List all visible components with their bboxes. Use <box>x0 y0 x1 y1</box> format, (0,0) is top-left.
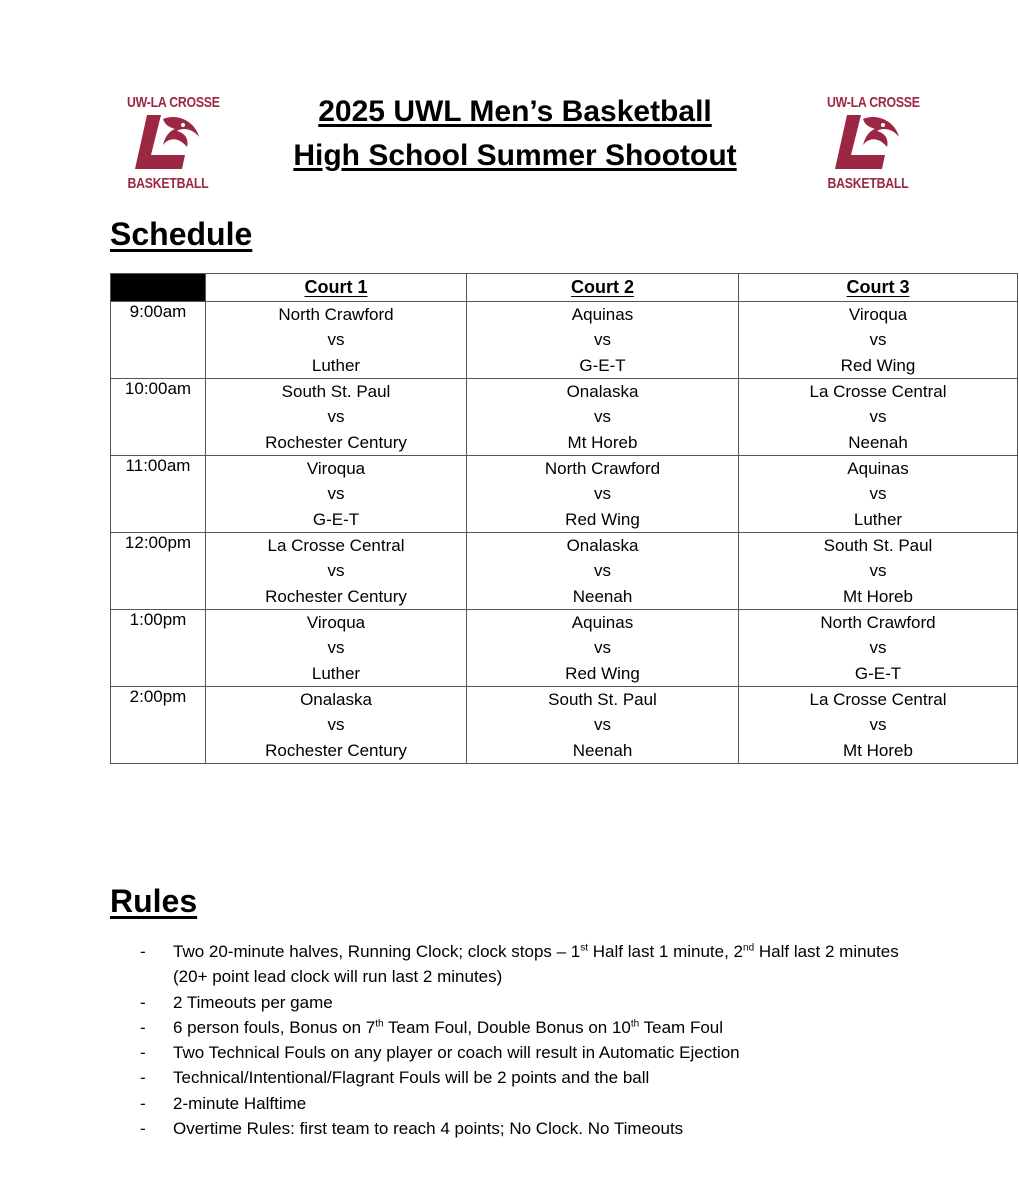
rule-text-part: Half last 2 minutes <box>754 942 899 961</box>
rule-text-part: Team Foul, Double Bonus on 10 <box>383 1017 631 1037</box>
time-slot: 2:00pm <box>111 687 206 764</box>
court-1-game <box>206 687 467 764</box>
schedule-table <box>110 273 1018 764</box>
away-team: Rochester Century <box>265 740 407 760</box>
home-team: Viroqua <box>848 305 908 324</box>
court-2-game <box>467 302 739 379</box>
court-3-game <box>739 302 1018 379</box>
title-line-2: High School Summer Shootout <box>293 139 737 172</box>
home-team: Viroqua <box>306 459 366 478</box>
away-team: Rochester Century <box>265 432 407 452</box>
rule-text-part: Overtime Rules: first team to reach 4 points; No Clock. No Timeouts <box>173 1119 684 1139</box>
vs-label: vs <box>869 715 887 735</box>
home-team: South St. Paul <box>281 382 391 401</box>
home-team: Aquinas <box>847 459 909 478</box>
rule-text <box>173 1040 1000 1065</box>
away-team: Mt Horeb <box>843 586 913 606</box>
time-slot: 12:00pm <box>111 533 206 610</box>
home-team: Onalaska <box>566 536 639 555</box>
court-1-game <box>206 610 467 687</box>
schedule-row <box>111 687 1018 764</box>
rule-text <box>173 1015 1000 1040</box>
away-team: Luther <box>311 663 361 683</box>
away-team: G-E-T <box>312 509 360 529</box>
schedule-heading: Schedule <box>110 216 253 252</box>
court-2-game <box>467 610 739 687</box>
court-3-game <box>739 687 1018 764</box>
eagle-logo-icon <box>133 115 203 171</box>
vs-label: vs <box>594 715 611 735</box>
rule-text-part: 2-minute Halftime <box>173 1093 307 1113</box>
vs-label: vs <box>869 407 887 427</box>
away-team: Luther <box>853 509 903 529</box>
away-team: Red Wing <box>840 355 916 375</box>
vs-label: vs <box>594 330 611 350</box>
away-team: Luther <box>311 355 361 375</box>
court-1-game <box>206 456 467 533</box>
ordinal-suffix: th <box>630 1018 640 1030</box>
vs-label: vs <box>869 561 887 581</box>
vs-label: vs <box>327 330 345 350</box>
schedule-row <box>111 533 1018 610</box>
court-3-game <box>739 379 1018 456</box>
vs-label: vs <box>327 638 345 658</box>
court-2-game <box>467 456 739 533</box>
home-team: Viroqua <box>306 613 366 632</box>
bullet-dash: - <box>140 1043 146 1063</box>
vs-label: vs <box>594 484 611 504</box>
time-slot: 9:00am <box>111 302 206 379</box>
schedule-row <box>111 610 1018 687</box>
court-1-game <box>206 379 467 456</box>
court-3-game <box>739 610 1018 687</box>
vs-label: vs <box>869 484 887 504</box>
home-team: North Crawford <box>820 613 936 632</box>
court-1-game <box>206 302 467 379</box>
rule-text-part: Technical/Intentional/Flagrant Fouls will be 2 points and the ball <box>173 1068 650 1088</box>
schedule-header-row <box>111 274 1018 302</box>
vs-label: vs <box>594 561 611 581</box>
bullet-dash: - <box>140 992 146 1012</box>
vs-label: vs <box>327 715 345 735</box>
bullet-dash: - <box>140 942 146 961</box>
corner-cell <box>111 274 206 302</box>
rule-text <box>173 1065 1000 1090</box>
rule-text <box>173 1116 1000 1141</box>
home-team: Aquinas <box>571 613 634 632</box>
away-team: G-E-T <box>854 663 902 683</box>
rule-item <box>140 1040 1000 1065</box>
rule-item <box>140 939 1000 990</box>
home-team: La Crosse Central <box>809 382 947 401</box>
away-team: Red Wing <box>565 663 640 683</box>
away-team: Rochester Century <box>265 586 407 606</box>
court-3-header: Court 3 <box>739 274 1018 302</box>
court-2-game <box>467 533 739 610</box>
home-team: South St. Paul <box>823 536 933 555</box>
time-slot: 11:00am <box>111 456 206 533</box>
rule-text-part: Team Foul <box>639 1017 724 1037</box>
home-team: La Crosse Central <box>267 536 405 555</box>
ordinal-suffix: nd <box>743 942 755 954</box>
away-team: Neenah <box>848 432 908 452</box>
ordinal-suffix: th <box>375 1018 384 1030</box>
time-slot: 1:00pm <box>111 610 206 687</box>
home-team: South St. Paul <box>548 690 657 709</box>
rule-text-part: Two Technical Fouls on any player or coach will result in Automatic Ejection <box>173 1043 740 1063</box>
rule-text-continued: (20+ point lead clock will run last 2 minutes) <box>173 967 503 987</box>
court-1-header: Court 1 <box>206 274 467 302</box>
home-team: La Crosse Central <box>809 690 947 709</box>
ordinal-suffix: st <box>580 942 589 954</box>
court-2-game <box>467 379 739 456</box>
away-team: Mt Horeb <box>567 432 638 452</box>
time-slot: 10:00am <box>111 379 206 456</box>
rules-heading: Rules <box>110 883 198 919</box>
away-team: Neenah <box>572 740 633 760</box>
home-team: Onalaska <box>566 382 639 401</box>
court-1-game <box>206 533 467 610</box>
court-2-game <box>467 687 739 764</box>
bullet-dash: - <box>140 1093 146 1113</box>
away-team: G-E-T <box>579 355 626 375</box>
court-3-game <box>739 456 1018 533</box>
bullet-dash: - <box>140 1119 146 1139</box>
rule-text-part: Two 20-minute halves, Running Clock; clock stops – 1 <box>173 942 581 961</box>
home-team: Onalaska <box>300 690 372 709</box>
court-2-header: Court 2 <box>467 274 739 302</box>
rule-item <box>140 1091 1000 1116</box>
rule-text-part: Half last 1 minute, 2 <box>588 942 744 961</box>
vs-label: vs <box>594 407 611 427</box>
vs-label: vs <box>594 638 611 658</box>
home-team: Aquinas <box>571 305 634 324</box>
rule-text <box>173 990 1000 1015</box>
rule-text <box>173 939 1000 964</box>
logo-bottom-text: BASKETBALL <box>127 175 209 192</box>
bullet-dash: - <box>140 1068 146 1088</box>
schedule-row <box>111 379 1018 456</box>
rule-text-part: 6 person fouls, Bonus on 7 <box>173 1017 376 1037</box>
page-title <box>200 90 830 178</box>
rule-text-part: 2 Timeouts per game <box>173 992 333 1012</box>
court-3-game <box>739 533 1018 610</box>
eagle-logo-icon <box>833 115 903 171</box>
rule-item <box>140 1116 1000 1141</box>
vs-label: vs <box>327 407 345 427</box>
rule-item <box>140 1065 1000 1090</box>
vs-label: vs <box>327 561 345 581</box>
logo-bottom-text: BASKETBALL <box>827 175 909 192</box>
logo-top-text: UW-LA CROSSE <box>827 94 920 111</box>
away-team: Red Wing <box>565 509 640 529</box>
bullet-dash: - <box>140 1017 146 1037</box>
title-line-1: 2025 UWL Men’s Basketball <box>318 95 712 128</box>
schedule-row <box>111 302 1018 379</box>
rule-text <box>173 1091 1000 1116</box>
rule-item <box>140 990 1000 1015</box>
logo-top-text: UW-LA CROSSE <box>127 94 220 111</box>
rules-list <box>140 939 1000 1141</box>
away-team: Mt Horeb <box>843 740 913 760</box>
away-team: Neenah <box>572 586 633 606</box>
vs-label: vs <box>869 638 887 658</box>
schedule-row <box>111 456 1018 533</box>
vs-label: vs <box>869 330 887 350</box>
rule-item <box>140 1015 1000 1040</box>
vs-label: vs <box>327 484 345 504</box>
uwl-logo-right <box>818 92 918 192</box>
home-team: North Crawford <box>278 305 394 324</box>
home-team: North Crawford <box>544 459 661 478</box>
